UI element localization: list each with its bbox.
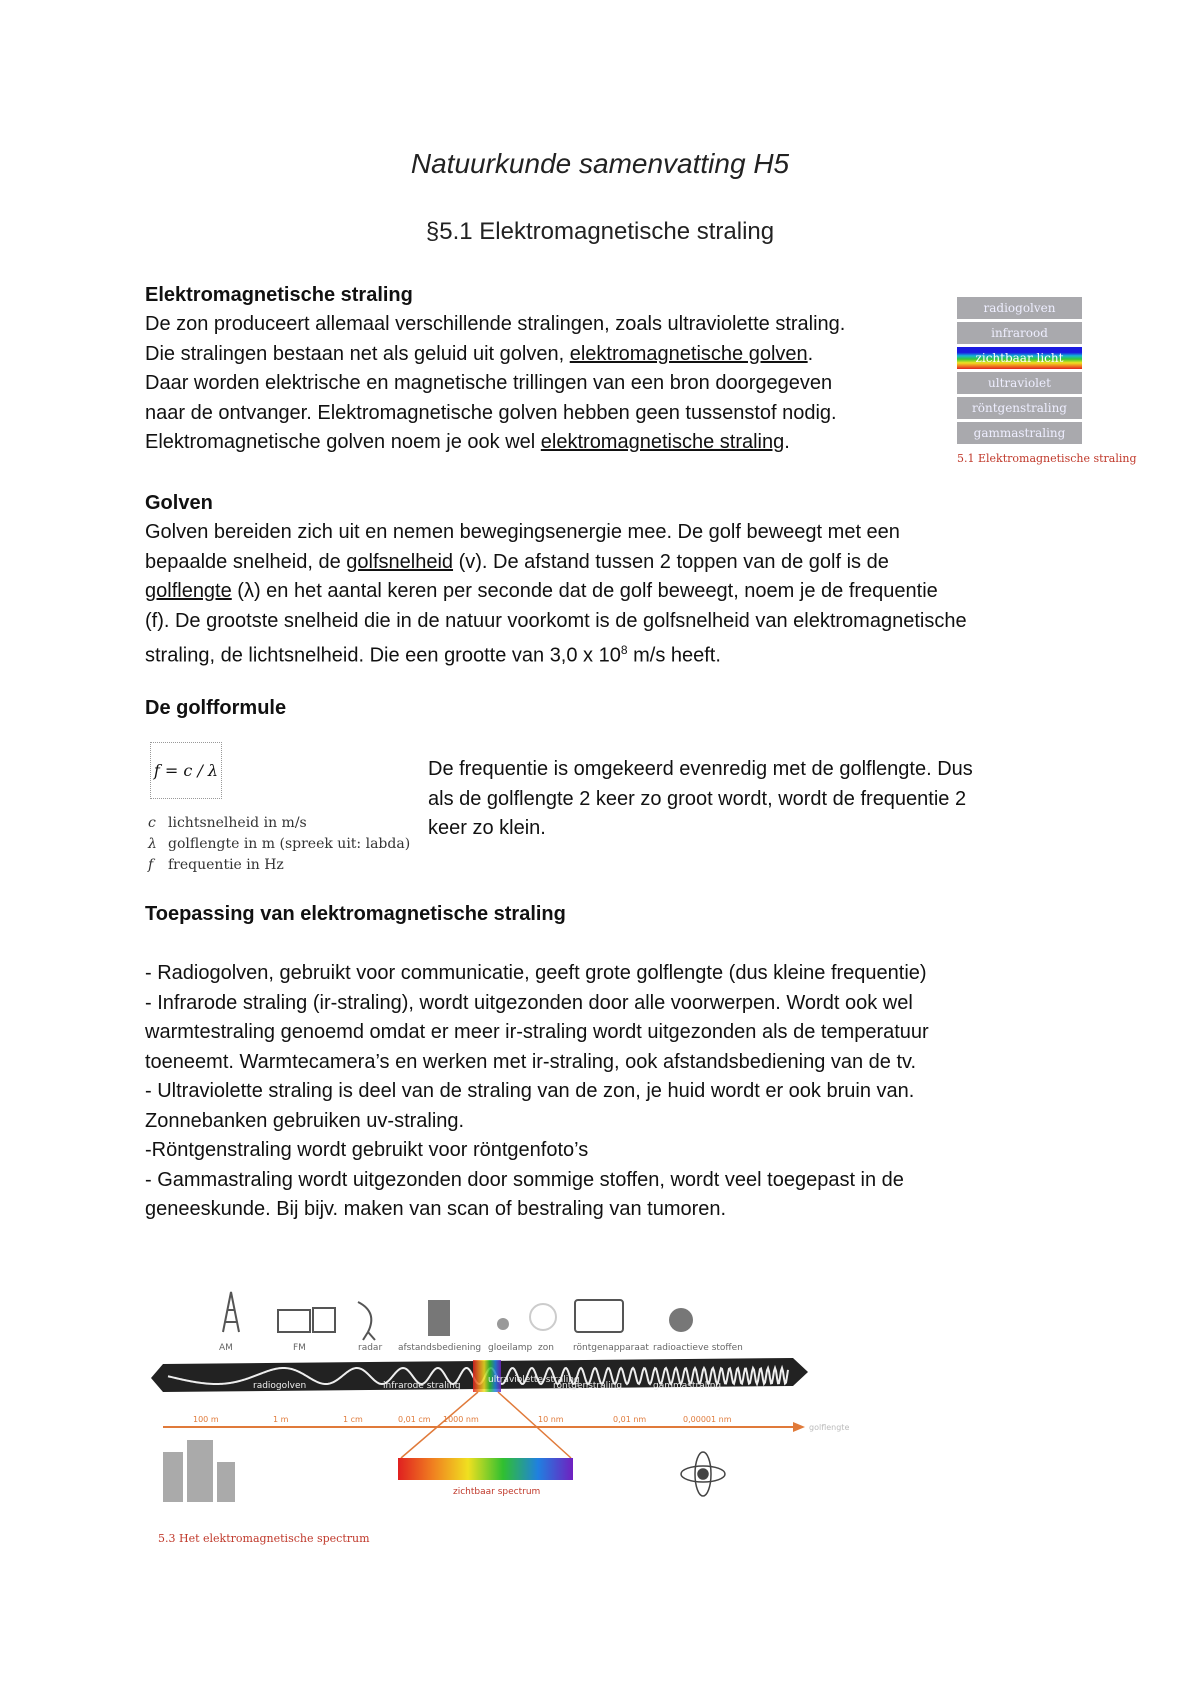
spectrum-row-radio: radiogolven [957,297,1082,319]
figure-caption: 5.3 Het elektromagnetische spectrum [158,1532,370,1545]
svg-text:infrarode straling: infrarode straling [383,1381,461,1391]
spectrum-bar-figure [957,297,1137,465]
text-line: De zon produceert allemaal verschillende stralingen, zoals ultraviolette straling. [145,313,846,335]
text-line: Golven bereiden zich uit en nemen bewegingsenergie mee. De golf beweegt met een [145,521,900,543]
svg-text:zon: zon [538,1343,554,1353]
visible-spectrum-label: zichtbaar spectrum [453,1487,541,1497]
spectrum-row-xray: röntgenstraling [957,397,1082,419]
spectrum-row-uv: ultraviolet [957,372,1082,394]
em-spectrum-illustration [143,1262,850,1532]
svg-text:gammastraling: gammastraling [653,1381,722,1391]
svg-text:1000 nm: 1000 nm [443,1415,479,1424]
xray-machine-icon [575,1300,623,1332]
figure-caption: 5.1 Elektromagnetische straling [957,452,1137,465]
text-line: (f). De grootste snelheid die in de natuur voorkomt is de golfsnelheid van elektromagnetische [145,609,967,632]
term-em-golven: elektromagnetische golven [569,342,808,365]
visible-spectrum-bar [398,1458,573,1480]
lamp-icon [497,1318,509,1330]
svg-text:0,01 nm: 0,01 nm [613,1415,647,1424]
legend-row: c lichtsnelheid in m/s [148,815,307,831]
section-title: §5.1 Elektromagnetische straling [425,218,775,245]
text-line: naar de ontvanger. Elektromagnetische golven hebben geen tussenstof nodig. [145,401,837,424]
legend-row: f frequentie in Hz [148,857,284,873]
text-line: keer zo klein. [428,817,546,839]
paragraph-em-straling [145,310,845,458]
svg-text:radiogolven: radiogolven [253,1381,307,1391]
list-line: - Infrarode straling (ir-straling), wordt uitgezonden door alle voorwerpen. Wordt ook wel [145,991,913,1014]
radar-dish-icon [358,1302,375,1340]
svg-text:1 m: 1 m [273,1415,289,1424]
term-golfsnelheid: golfsnelheid [346,550,454,573]
formula-box: f = c / λ [150,742,222,799]
list-line: geneeskunde. Bij bijv. maken van scan of bestraling van tumoren. [145,1198,727,1220]
list-line: - Radiogolven, gebruikt voor communicatie, geeft grote golflengte (dus kleine frequentie) [145,962,927,984]
text-line: Elektromagnetische golven noem je ook wel elektromagnetische straling. [145,431,790,453]
radio-tower-icon [223,1292,239,1332]
em-spectrum-figure [143,1262,850,1562]
svg-text:ultraviolette straling: ultraviolette straling [488,1375,580,1385]
svg-text:1 cm: 1 cm [343,1415,363,1424]
sun-icon [530,1304,556,1330]
text-line: Daar worden elektrische en magnetische trillingen van een bron doorgegeven [145,372,833,394]
svg-text:gloeilamp: gloeilamp [488,1343,533,1353]
spectrum-row-infrared: infrarood [957,322,1082,344]
heading-golfformule: De golfformule [145,697,287,719]
source-labels [219,1343,743,1353]
svg-text:radar: radar [358,1343,383,1353]
svg-text:röntgenapparaat: röntgenapparaat [573,1343,649,1353]
svg-text:afstandsbediening: afstandsbediening [398,1343,482,1353]
atom-icon [681,1452,725,1496]
list-line: - Gammastraling wordt uitgezonden door sommige stoffen, wordt veel toegepast in de [145,1168,904,1191]
text-line: Die stralingen bestaan net als geluid uit golven, elektromagnetische golven. [145,342,814,365]
paragraph-golven [145,518,967,671]
svg-text:0,01 cm: 0,01 cm [398,1415,431,1424]
heading-golven: Golven [145,492,213,514]
tv-icon [278,1308,335,1332]
paragraph-golfformule [428,755,973,844]
text-line: straling, de lichtsnelheid. Die een grootte van 3,0 x $10^8$ m/s heeft. [145,643,721,667]
list-line: -Röntgenstraling wordt gebruikt voor röntgenfoto’s [145,1139,589,1161]
svg-text:100 m: 100 m [193,1415,219,1424]
term-em-straling: elektromagnetische straling [540,431,785,453]
text-line: als de golflengte 2 keer zo groot wordt, wordt de frequentie 2 [428,787,967,810]
svg-text:0,00001 nm: 0,00001 nm [683,1415,732,1424]
svg-text:AM: AM [219,1343,233,1353]
axis-arrow [793,1422,805,1432]
svg-text:golflengte: golflengte [809,1423,850,1432]
formula-legend [148,813,410,876]
heading-toepassing: Toepassing van elektromagnetische straling [145,903,566,925]
paragraph-toepassing [145,959,929,1225]
list-line: warmtestraling genoemd omdat er meer ir-straling wordt uitgezonden als de temperatuur [145,1021,929,1043]
document-title: Natuurkunde samenvatting H5 [410,148,790,179]
term-golflengte: golflengte [145,580,232,602]
building-icon [428,1300,450,1336]
svg-text:röntgenstraling: röntgenstraling [553,1381,623,1391]
text-line: bepaalde snelheid, de golfsnelheid (v). De afstand tussen 2 toppen van de golf is de [145,550,889,573]
radioactive-icon [669,1308,693,1332]
svg-text:10 nm: 10 nm [538,1415,564,1424]
list-line: toeneemt. Warmtecamera’s en werken met ir-straling, ook afstandsbediening van de tv. [145,1050,917,1073]
text-line: golflengte (λ) en het aantal keren per seconde dat de golf beweegt, noem je de frequentie [145,580,938,602]
list-line: - Ultraviolette straling is deel van de straling van de zon, je huid wordt er ook bruin van. [145,1080,915,1102]
list-line: Zonnebanken gebruiken uv-straling. [145,1109,465,1132]
spectrum-row-visible: zichtbaar licht [957,347,1082,369]
text-line: De frequentie is omgekeerd evenredig met de golflengte. Dus [428,758,973,780]
spectrum-row-gamma: gammastraling [957,422,1082,444]
heading-em-straling: Elektromagnetische straling [145,284,413,306]
scale-labels [193,1415,849,1432]
svg-text:radioactieve stoffen: radioactieve stoffen [653,1343,743,1353]
svg-text:FM: FM [293,1343,306,1353]
city-icon [163,1440,235,1502]
legend-row: λ golflengte in m (spreek uit: labda) [148,836,411,852]
